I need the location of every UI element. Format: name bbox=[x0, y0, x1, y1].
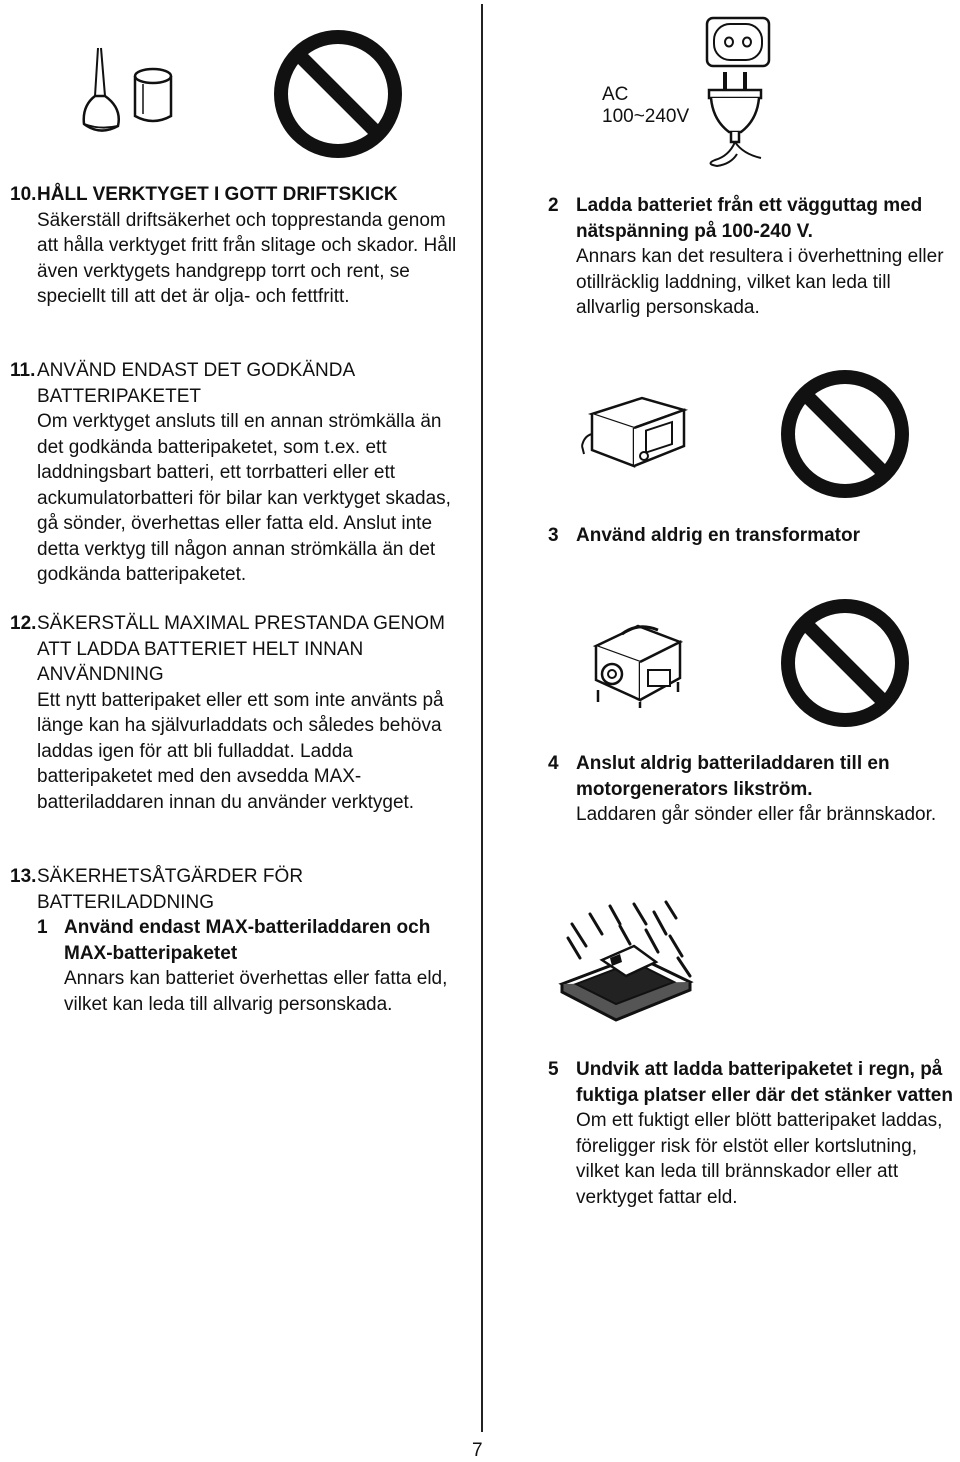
right-item-2 bbox=[548, 193, 960, 321]
item-body: Annars kan det resultera i överhettning eller otillräcklig laddning, vilket kan leda till allvarlig personskada. bbox=[576, 246, 944, 318]
section-number: 13. bbox=[10, 866, 37, 887]
item-number: 2 bbox=[548, 195, 559, 216]
section-11 bbox=[10, 358, 470, 588]
wall-socket-icon bbox=[705, 16, 771, 68]
subsection-number: 1 bbox=[37, 917, 48, 938]
section-heading: HÅLL VERKTYGET I GOTT DRIFTSKICK bbox=[37, 184, 398, 205]
transformer-icon bbox=[580, 384, 692, 472]
prohibition-icon bbox=[779, 368, 911, 500]
ac-label: AC bbox=[602, 84, 629, 105]
section-number: 10. bbox=[10, 184, 37, 205]
rain-on-charger-icon bbox=[550, 896, 700, 1026]
prohibition-icon bbox=[779, 597, 911, 729]
item-heading: Ladda batteriet från ett vägguttag med nätspänning på 100-240 V. bbox=[576, 195, 923, 242]
section-number: 11. bbox=[10, 360, 36, 381]
section-12 bbox=[10, 611, 470, 815]
right-item-3 bbox=[548, 523, 960, 549]
plug-voltage-label bbox=[602, 84, 689, 128]
item-heading: Undvik att ladda batteripaketet i regn, på fuktiga platser eller där det stänker vatten bbox=[576, 1059, 953, 1106]
item-heading: Anslut aldrig batteriladdaren till en motorgenerators likström. bbox=[576, 753, 890, 800]
right-item-4 bbox=[548, 751, 960, 828]
item-body: Om ett fuktigt eller blött batteripaket laddas, föreligger risk för elstöt eller kortslutning, vilket kan leda till brännskador eller att verktyget fattar eld. bbox=[576, 1110, 943, 1208]
section-body: Ett nytt batteripaket eller ett som inte använts på länge kan ha självurladdats och således behöva laddas igen för att bli fulladdat. Ladda batteripaketet med den avsedda MAX-batteriladdaren innan du använder verktyget. bbox=[37, 689, 444, 813]
section-10 bbox=[10, 182, 470, 310]
item-number: 4 bbox=[548, 753, 559, 774]
item-number: 5 bbox=[548, 1059, 559, 1080]
subsection-1 bbox=[37, 915, 470, 1017]
power-plug-icon bbox=[695, 70, 775, 170]
section-13 bbox=[10, 864, 470, 1017]
oil-can-icon bbox=[60, 44, 190, 136]
item-number: 3 bbox=[548, 525, 559, 546]
generator-icon bbox=[582, 618, 692, 710]
page-number: 7 bbox=[472, 1440, 483, 1461]
item-heading: Använd aldrig en transformator bbox=[576, 525, 860, 546]
section-body: Säkerställ driftsäkerhet och topprestanda genom att hålla verktyget fritt från slitage och skador. Håll även verktygets handgrepp torrt och rent, se speciellt till att det är olja- och fettfritt. bbox=[37, 209, 457, 307]
section-heading: SÄKERHETSÅTGÄRDER FÖR BATTERILADDNING bbox=[37, 866, 304, 913]
voltage-label: 100~240V bbox=[602, 106, 690, 127]
section-body: Om verktyget ansluts till en annan strömkälla än det godkända batteripaketet, som t.ex. ett laddningsbart batteri, ett torrbatteri eller ett ackumulatorbatteri för bilar kan verktyget skadas, gå sönder, överhettas eller fatta eld. Anslut inte detta verktyg till någon annan strömkälla än det godkända batteripaketet. bbox=[37, 411, 451, 585]
prohibition-icon bbox=[272, 28, 404, 160]
subsection-body: Annars kan batteriet överhettas eller fatta eld, vilket kan leda till allvarig personskada. bbox=[64, 968, 448, 1015]
column-divider bbox=[481, 4, 483, 1432]
section-heading: SÄKERSTÄLL MAXIMAL PRESTANDA GENOM ATT LADDA BATTERIET HELT INNAN ANVÄNDNING bbox=[37, 613, 445, 685]
section-heading: ANVÄND ENDAST DET GODKÄNDA BATTERIPAKETET bbox=[37, 360, 355, 407]
item-body: Laddaren går sönder eller får brännskador. bbox=[576, 804, 937, 825]
subsection-heading: Använd endast MAX-batteriladdaren och MAX-batteripaketet bbox=[64, 917, 431, 964]
section-number: 12. bbox=[10, 613, 37, 634]
right-item-5 bbox=[548, 1057, 960, 1210]
